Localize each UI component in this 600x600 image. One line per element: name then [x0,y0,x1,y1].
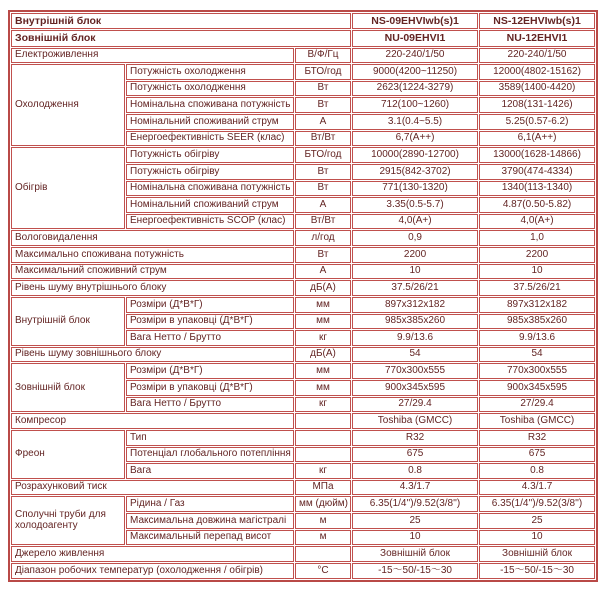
group-label-pipes: Сполучні труби для холодоагенту [11,496,125,545]
spec-value: Зовнішній блок [352,546,478,562]
spec-value: 897х312х182 [352,297,478,313]
spec-value: R32 [479,430,595,446]
table-row [11,430,595,446]
table-row [11,247,595,263]
spec-value: 2200 [479,247,595,263]
spec-value: 3.1(0.4~5.5) [352,114,478,130]
spec-value: 1,0 [479,230,595,246]
group-label-freon: Фреон [11,430,125,479]
unit-label: кг [295,397,351,413]
table-row [11,230,595,246]
unit-label: мм [295,297,351,313]
unit-label: л/год [295,230,351,246]
spec-value: 675 [479,447,595,463]
spec-value: 712(100~1260) [352,97,478,113]
spec-value: 4.87(0.50-5.82) [479,197,595,213]
spec-label: Компресор [11,413,294,429]
unit-label: Вт [295,247,351,263]
spec-label: Джерело живлення [11,546,294,562]
spec-value: 2200 [352,247,478,263]
unit-label: кг [295,463,351,479]
table-row [11,264,595,280]
spec-value: 220-240/1/50 [352,48,478,64]
spec-label: Розміри в упаковці (Д*В*Г) [126,314,294,330]
unit-label: Вт [295,97,351,113]
spec-value: 770х300х555 [352,363,478,379]
indoor-model-2: NS-12EHVIwb(s)1 [479,13,595,29]
table-row [11,147,595,163]
spec-value: 37.5/26/21 [352,280,478,296]
spec-value: 2623(1224-3279) [352,81,478,97]
spec-value: 985х385х260 [352,314,478,330]
spec-value: 4.3/1.7 [479,480,595,496]
outdoor-model-2: NU-12EHVI1 [479,30,595,46]
spec-label: Потужність охолодження [126,81,294,97]
spec-value: 897х312х182 [479,297,595,313]
unit-label: А [295,264,351,280]
table-row [11,563,595,579]
spec-value: 2915(842-3702) [352,164,478,180]
group-label-heating: Обігрів [11,147,125,229]
unit-label: БТО/год [295,64,351,80]
spec-label: Вага [126,463,294,479]
spec-value: R32 [352,430,478,446]
spec-label: Вага Нетто / Брутто [126,397,294,413]
table-row [11,48,595,64]
spec-label: Вологовидалення [11,230,294,246]
unit-label-empty [295,447,351,463]
unit-label: м [295,530,351,546]
table-row [11,413,595,429]
spec-value: 675 [352,447,478,463]
spec-value: 9000(4200~11250) [352,64,478,80]
spec-value: 10 [479,264,595,280]
outdoor-model-1: NU-09EHVI1 [352,30,478,46]
unit-label: кг [295,330,351,346]
unit-label: БТО/год [295,147,351,163]
table-row [11,13,595,29]
spec-label: Енергоефективність SEER (клас) [126,131,294,147]
spec-value: 0.8 [352,463,478,479]
spec-label: Максимально споживана потужність [11,247,294,263]
spec-label: Потужність обігріву [126,164,294,180]
spec-label: Максимальна довжина магістралі [126,513,294,529]
unit-label: МПа [295,480,351,496]
spec-value: 25 [352,513,478,529]
spec-value: 25 [479,513,595,529]
unit-label: А [295,114,351,130]
spec-value: 27/29.4 [479,397,595,413]
unit-label: мм [295,363,351,379]
spec-value: 6.35(1/4'')/9.52(3/8'') [352,496,478,512]
spec-label: Рівень шуму зовнішнього блоку [11,347,294,363]
spec-value: 13000(1628-14866) [479,147,595,163]
unit-label: дБ(А) [295,280,351,296]
spec-value: 3589(1400-4420) [479,81,595,97]
outdoor-unit-header: Зовнішній блок [11,30,351,46]
unit-label: мм [295,314,351,330]
table-row [11,297,595,313]
unit-label: мм (дюйм) [295,496,351,512]
unit-label-empty [295,546,351,562]
spec-value: 3.35(0.5-5.7) [352,197,478,213]
spec-label: Рівень шуму внутрішнього блоку [11,280,294,296]
unit-label: м [295,513,351,529]
spec-value: 9.9/13.6 [479,330,595,346]
spec-label: Розміри (Д*В*Г) [126,297,294,313]
spec-table [8,10,598,582]
spec-value: 900х345х595 [352,380,478,396]
indoor-model-1: NS-09EHVIwb(s)1 [352,13,478,29]
spec-value: 6,1(А++) [479,131,595,147]
table-row [11,546,595,562]
unit-label-empty [295,430,351,446]
spec-value: 54 [352,347,478,363]
spec-value: 6.35(1/4'')/9.52(3/8'') [479,496,595,512]
spec-label: Номінальний споживаний струм [126,197,294,213]
unit-label: °С [295,563,351,579]
spec-value: 9.9/13.6 [352,330,478,346]
unit-label: Вт/Вт [295,214,351,230]
spec-value: 3790(474-4334) [479,164,595,180]
spec-label: Розміри (Д*В*Г) [126,363,294,379]
unit-label: В/Ф/Гц [295,48,351,64]
unit-label: Вт [295,164,351,180]
unit-label: Вт [295,81,351,97]
spec-label: Тип [126,430,294,446]
table-row [11,30,595,46]
spec-value: -15～50/-15～30 [352,563,478,579]
spec-label: Номінальна споживана потужність [126,97,294,113]
spec-value: 4.3/1.7 [352,480,478,496]
unit-label: дБ(А) [295,347,351,363]
spec-label: Рідина / Газ [126,496,294,512]
table-row [11,280,595,296]
spec-value: 27/29.4 [352,397,478,413]
table-row [11,363,595,379]
spec-value: -15～50/-15～30 [479,563,595,579]
spec-label: Розміри в упаковці (Д*В*Г) [126,380,294,396]
spec-value: 10 [352,264,478,280]
spec-label: Потужність обігріву [126,147,294,163]
table-row [11,480,595,496]
spec-value: 54 [479,347,595,363]
table-row [11,64,595,80]
table-row [11,347,595,363]
spec-value: 771(130-1320) [352,181,478,197]
group-label-outdoor-unit: Зовнішній блок [11,363,125,412]
spec-label: Номінальна споживана потужність [126,181,294,197]
spec-label: Розрахунковий тиск [11,480,294,496]
unit-label: А [295,197,351,213]
spec-label: Електроживлення [11,48,294,64]
spec-value: 1208(131-1426) [479,97,595,113]
spec-value: 4,0(А+) [352,214,478,230]
unit-label: Вт [295,181,351,197]
spec-label: Діапазон робочих температур (охолодження / обігрів) [11,563,294,579]
indoor-unit-header: Внутрішній блок [11,13,351,29]
spec-value: 12000(4802-15162) [479,64,595,80]
table-row [11,496,595,512]
spec-value: 1340(113-1340) [479,181,595,197]
group-label-indoor-unit: Внутрішній блок [11,297,125,346]
spec-value: 4,0(А+) [479,214,595,230]
unit-label: Вт/Вт [295,131,351,147]
spec-value: Зовнішній блок [479,546,595,562]
spec-value: 10 [352,530,478,546]
spec-label: Вага Нетто / Брутто [126,330,294,346]
spec-value: Toshiba (GMCC) [352,413,478,429]
spec-value: 900х345х595 [479,380,595,396]
spec-label: Максимальный перепад висот [126,530,294,546]
spec-value: 985х385х260 [479,314,595,330]
unit-label: мм [295,380,351,396]
group-label-cooling: Охолодження [11,64,125,146]
spec-value: 0,9 [352,230,478,246]
unit-label-empty [295,413,351,429]
spec-value: Toshiba (GMCC) [479,413,595,429]
spec-label: Максимальний споживний струм [11,264,294,280]
spec-label: Потужність охолодження [126,64,294,80]
spec-value: 770х300х555 [479,363,595,379]
spec-label: Номінальний споживаний струм [126,114,294,130]
spec-value: 0.8 [479,463,595,479]
spec-value: 5.25(0.57-6.2) [479,114,595,130]
spec-value: 37.5/26/21 [479,280,595,296]
spec-value: 10000(2890-12700) [352,147,478,163]
spec-value: 10 [479,530,595,546]
spec-label: Енергоефективність SCOP (клас) [126,214,294,230]
spec-value: 220-240/1/50 [479,48,595,64]
spec-label: Потенціал глобального потепління [126,447,294,463]
spec-value: 6,7(А++) [352,131,478,147]
